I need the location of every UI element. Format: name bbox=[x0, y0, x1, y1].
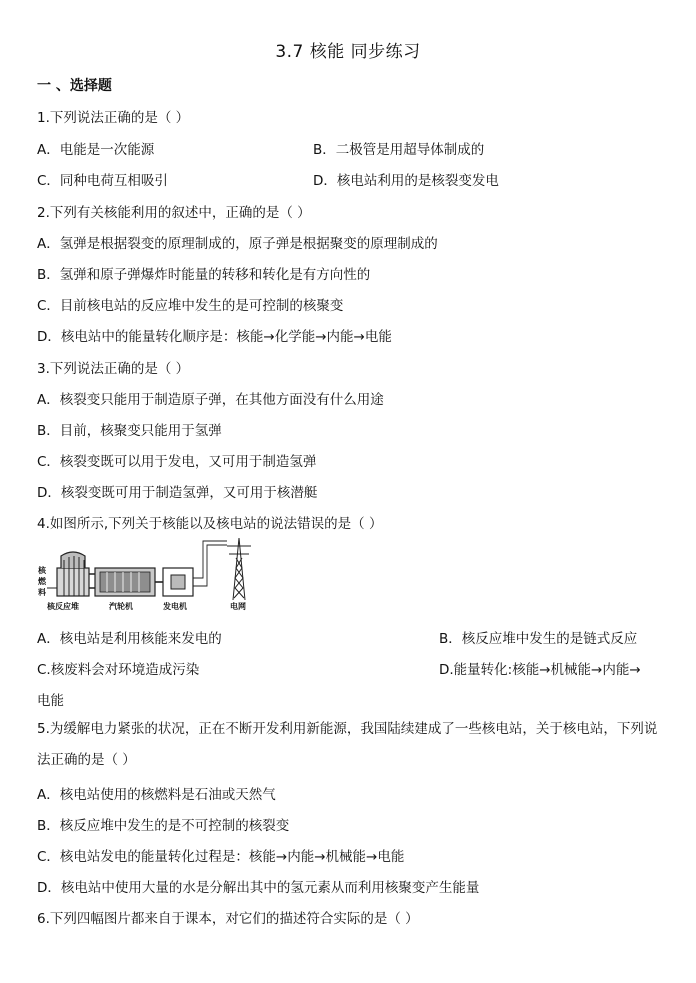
q4-option-c: C.核废料会对环境造成污染 bbox=[37, 662, 200, 678]
q1-option-c: C．同种电荷互相吸引 bbox=[37, 173, 168, 189]
generator-icon bbox=[163, 568, 193, 596]
q2-option-d: D．核电站中的能量转化顺序是：核能→化学能→内能→电能 bbox=[37, 329, 392, 345]
q5-option-d: D．核电站中使用大量的水是分解出其中的氢元素从而利用核聚变产生能量 bbox=[37, 880, 480, 896]
fuel-label-3: 料 bbox=[38, 588, 46, 597]
q4-option-b: B．核反应堆中发生的是链式反应 bbox=[439, 631, 638, 647]
power-line-2 bbox=[193, 545, 227, 586]
question-3-stem: 3.下列说法正确的是（ ） bbox=[37, 361, 190, 377]
q3-option-d: D．核裂变既可用于制造氢弹，又可用于核潜艇 bbox=[37, 485, 318, 501]
steam-pipe bbox=[89, 574, 95, 588]
fuel-label-2: 燃 bbox=[38, 577, 46, 586]
reactor-icon bbox=[57, 552, 89, 596]
generator-label: 发电机 bbox=[163, 602, 187, 611]
question-2-stem: 2.下列有关核能利用的叙述中，正确的是（ ） bbox=[37, 205, 311, 221]
question-1-stem: 1.下列说法正确的是（ ） bbox=[37, 110, 190, 126]
section-heading: 一 、选择题 bbox=[37, 78, 112, 94]
q2-option-c: C．目前核电站的反应堆中发生的是可控制的核聚变 bbox=[37, 298, 344, 314]
q1-option-d: D．核电站利用的是核裂变发电 bbox=[313, 173, 499, 189]
q3-option-a: A．核裂变只能用于制造原子弹，在其他方面没有什么用途 bbox=[37, 392, 384, 408]
q4-option-d: D.能量转化:核能→机械能→内能→ bbox=[439, 662, 641, 678]
question-5-stem: 5.为缓解电力紧张的状况，正在不断开发利用新能源，我国陆续建成了一些核电站，关于核电站，下列说法正确的是（ ） bbox=[37, 721, 658, 768]
q5-option-c: C．核电站发电的能量转化过程是：核能→内能→机械能→电能 bbox=[37, 849, 405, 865]
question-6-stem: 6.下列四幅图片都来自于课本，对它们的描述符合实际的是（ ） bbox=[37, 911, 419, 927]
q3-option-c: C．核裂变既可以用于发电，又可用于制造氢弹 bbox=[37, 454, 317, 470]
q4-option-d-continued: 电能 bbox=[37, 693, 64, 709]
fuel-label-1: 核 bbox=[38, 566, 46, 575]
q5-option-a: A．核电站使用的核燃料是石油或天然气 bbox=[37, 787, 276, 803]
nuclear-plant-diagram bbox=[37, 538, 267, 618]
q5-option-b: B．核反应堆中发生的是不可控制的核裂变 bbox=[37, 818, 290, 834]
q4-option-a: A．核电站是利用核能来发电的 bbox=[37, 631, 222, 647]
reactor-label: 核反应堆 bbox=[47, 602, 79, 611]
turbine-icon bbox=[95, 568, 155, 596]
q2-option-a: A．氢弹是根据裂变的原理制成的，原子弹是根据聚变的原理制成的 bbox=[37, 236, 438, 252]
q3-option-b: B．目前，核聚变只能用于氢弹 bbox=[37, 423, 222, 439]
power-pylon-icon bbox=[227, 538, 251, 600]
grid-label: 电网 bbox=[230, 602, 246, 611]
q1-option-a: A．电能是一次能源 bbox=[37, 142, 155, 158]
q2-option-b: B．氢弹和原子弹爆炸时能量的转移和转化是有方向性的 bbox=[37, 267, 371, 283]
turbine-label: 汽轮机 bbox=[109, 602, 133, 611]
power-line bbox=[193, 541, 227, 578]
page-title: 3.7 核能 同步练习 bbox=[275, 42, 421, 62]
question-4-stem: 4.如图所示,下列关于核能以及核电站的说法错误的是（ ） bbox=[37, 516, 383, 532]
q1-option-b: B．二极管是用超导体制成的 bbox=[313, 142, 485, 158]
